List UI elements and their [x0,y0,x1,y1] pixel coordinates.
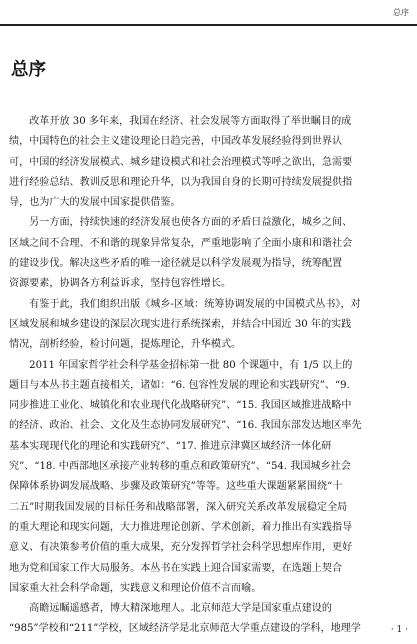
text-line: 另一方面，持续快速的经济发展也使各方面的矛盾日益激化，城乡之间、 [9,217,353,229]
text-line: 国家重大社会科学命题，实践意义和理论价值不言而喻。 [9,582,262,594]
text-line: 题目与本丛书主题直接相关，诸如：“6. 包容性发展的理论和实践研究”、“9. [9,379,350,391]
text-line: 高瞻远瞩遥感者，博大精深地理人。北京师范大学是国家重点建设的 [9,603,332,615]
header-rule [0,24,417,26]
text-line: 地为党和国家工作大局服务。本丛书在实践上迎合国家需要，在选题上契合 [9,562,343,574]
text-line: 导，也为广大的发展中国家提供借鉴。 [9,197,181,209]
text-line: 基本实现现代化的理论和实践研究”、“17. 推进京津冀区域经济一体化研 [9,440,332,452]
text-line: 区域之间不合理、不和谐的现象异常复杂，严重地影响了全面小康和和谐社会 [9,237,353,249]
text-line: 意义、有决策参考价值的重大成果，充分发挥哲学社会科学思想库作用，更好 [9,542,353,554]
page-title: 总序 [11,60,46,80]
body-text [9,112,411,640]
text-line: 的重大理论和现实问题，大力推进理论创新、学术创新，着力推出有实践指导 [9,521,353,533]
text-line: 保障体系协调发展战略、步骤及政策研究”等等。这些重大课题紧紧围绕“十 [9,481,343,493]
text-line: 究”、“18. 中西部地区承接产业转移的重点和政策研究”、“54. 我国城乡社会 [9,461,351,473]
text-line: 同步推进工业化、城镇化和农业现代化战略研究”、“15. 我国区域推进战略中 [9,400,352,412]
text-line: 情况，剖析经验，检讨问题，提炼理论，升华模式。 [9,339,242,351]
text-line: 的建设步伐。解决这些矛盾的唯一途径就是以科学发展观为指导，统筹配置 [9,258,343,270]
page-number: · 1 · [390,625,408,635]
text-line: 二五”时期我国发展的目标任务和战略部署，深入研究关系改革发展稳定全局 [9,501,348,513]
text-line: 2011 年国家哲学社会科学基金招标第一批 80 个课题中，有 1/5 以上的 [9,359,353,371]
text-line: 可，中国的经济发展模式、城乡建设模式和社会治理模式等呼之欲出，急需要 [9,156,353,168]
text-line: 有鉴于此，我们组织出版《城乡-区域：统筹协调发展的中国模式丛书》，对 [9,298,361,310]
running-head: 总序 [393,8,409,17]
text-line: 进行经验总结、教训反思和理论升华，以为我国自身的长期可持续发展提供指 [9,176,353,188]
paragraph [9,213,411,294]
paragraph [9,599,411,640]
paragraph [9,295,411,356]
text-line: 改革开放 30 多年来，我国在经济、社会发展等方面取得了举世瞩目的成 [9,116,352,127]
text-line: 资源要素，协调各方利益诉求，坚持包容性增长。 [9,278,232,290]
text-line: “985”学校和“211”学校，区域经济学是北京师范大学重点建设的学科，地理学 [9,623,361,635]
paragraph [9,356,411,600]
paragraph [9,112,411,213]
text-line: 绩，中国特色的社会主义建设理论日趋完善，中国改革发展经验得到世界认 [9,136,343,148]
text-line: 的经济、政治、社会、文化及生态协同发展研究”、“16. 我国东部发达地区率先 [9,420,362,432]
text-line: 区域发展和城乡建设的深层次现实进行系统探索，并结合中国近 30 年的实践 [9,318,352,330]
